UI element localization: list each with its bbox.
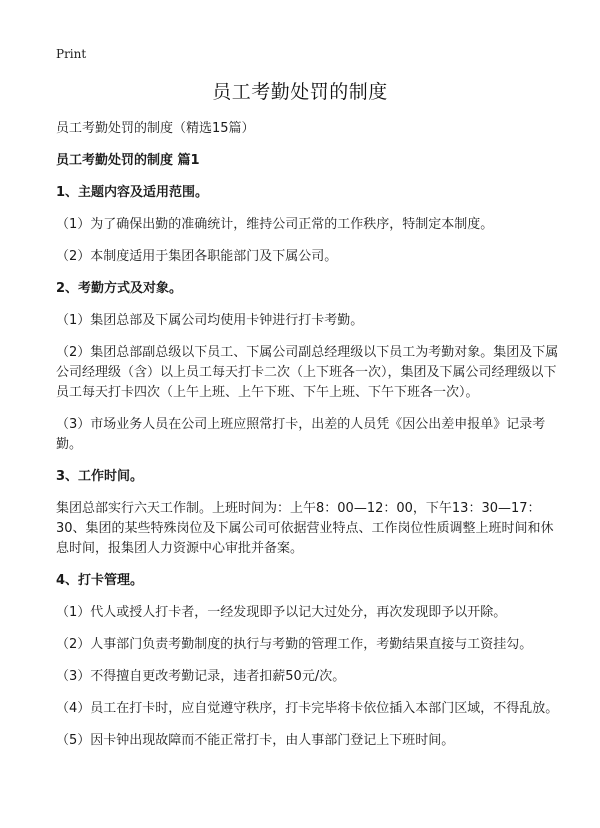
print-link[interactable]: Print (56, 47, 87, 61)
section-heading: 1、主题内容及适用范围。 (56, 185, 209, 200)
paragraph: （5）因卡钟出现故障而不能正常打卡，由人事部门登记上下班时间。 (56, 733, 455, 748)
paragraph: 员工考勤处罚的制度（精选15篇） (56, 121, 255, 136)
paragraph: （3）不得擅自更改考勤记录，违者扣薪50元/次。 (56, 669, 346, 684)
paragraph: （2）本制度适用于集团各职能部门及下属公司。 (56, 249, 338, 264)
section-heading: 2、考勤方式及对象。 (56, 281, 183, 296)
paragraph: （1）代人或授人打卡者，一经发现即予以记大过处分，再次发现即予以开除。 (56, 605, 507, 620)
paragraph: （1）集团总部及下属公司均使用卡钟进行打卡考勤。 (56, 313, 364, 328)
section-heading: 员工考勤处罚的制度 篇1 (56, 153, 200, 168)
paragraph: （3）市场业务人员在公司上班应照常打卡，出差的人员凭《因公出差申报单》记录考勤。 (56, 417, 546, 452)
paragraph: （2）集团总部副总级以下员工、下属公司副总经理级以下员工为考勤对象。集团及下属公司经理级（含）以上员工每天打卡二次（上下班各一次），集团及下属公司经理级以下员工每天打卡四次（上午上班、上午下班、下午上班、下午下班各一次）。 (56, 345, 559, 400)
document-body (56, 119, 560, 751)
document-title: 员工考勤处罚的制度 (212, 81, 388, 103)
paragraph: 集团总部实行六天工作制。上班时间为：上午8：00—12：00，下午13：30—17：30、集团的某些特殊岗位及下属公司可依据营业特点、工作岗位性质调整上班时间和休息时间，报集团人力资源中心审批并备案。 (56, 501, 554, 556)
paragraph: （1）为了确保出勤的准确统计，维持公司正常的工作秩序，特制定本制度。 (56, 217, 494, 232)
paragraph: （4）员工在打卡时，应自觉遵守秩序，打卡完毕将卡依位插入本部门区域，不得乱放。 (56, 701, 559, 716)
paragraph: （2）人事部门负责考勤制度的执行与考勤的管理工作，考勤结果直接与工资挂勾。 (56, 637, 533, 652)
section-heading: 4、打卡管理。 (56, 573, 144, 588)
section-heading: 3、工作时间。 (56, 469, 144, 484)
